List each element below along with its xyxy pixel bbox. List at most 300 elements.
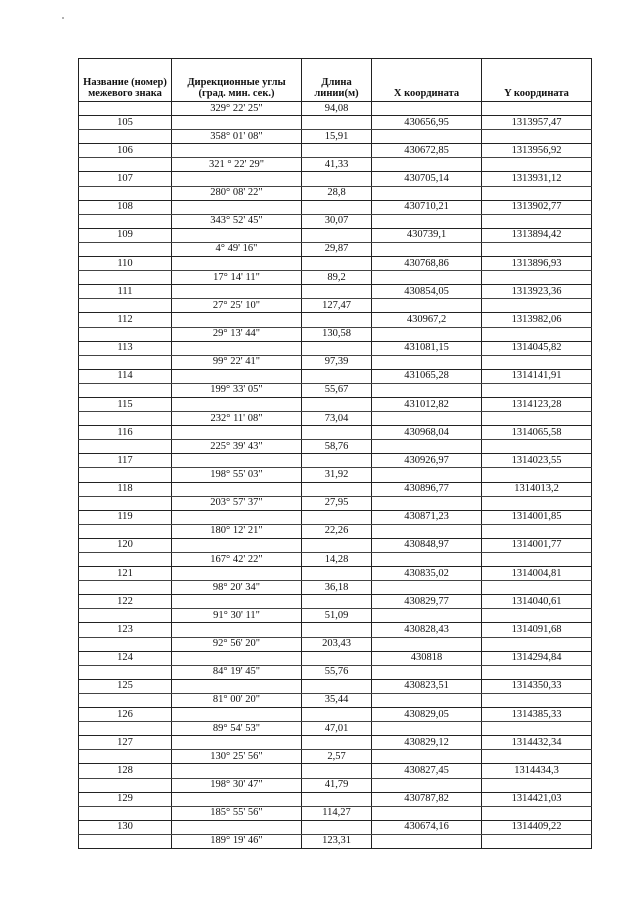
- table-row-point: [79, 228, 592, 242]
- cell-angle: [172, 538, 302, 552]
- table-row-segment: [79, 327, 592, 341]
- cell-length: 89,2: [302, 271, 372, 285]
- cell-angle: [172, 651, 302, 665]
- cell-angle: 203° 57' 37": [172, 496, 302, 510]
- cell-y: 1313902,77: [482, 200, 592, 214]
- cell-angle: 199° 33' 05": [172, 383, 302, 397]
- cell-length: 114,27: [302, 806, 372, 820]
- cell-x: 430768,86: [372, 257, 482, 271]
- cell-name: 108: [79, 200, 172, 214]
- cell-length: [302, 172, 372, 186]
- cell-x: 430827,45: [372, 764, 482, 778]
- cell-name: [79, 750, 172, 764]
- cell-angle: [172, 116, 302, 130]
- table-row-point: [79, 454, 592, 468]
- cell-length: 28,8: [302, 186, 372, 200]
- cell-name: [79, 468, 172, 482]
- cell-length: [302, 397, 372, 411]
- cell-length: 97,39: [302, 355, 372, 369]
- table-row-segment: [79, 468, 592, 482]
- cell-x: 430829,12: [372, 736, 482, 750]
- cell-angle: 89° 54' 53": [172, 722, 302, 736]
- cell-y: 1313956,92: [482, 144, 592, 158]
- cell-length: 36,18: [302, 581, 372, 595]
- cell-y: [482, 468, 592, 482]
- cell-name: [79, 383, 172, 397]
- cell-x: [372, 242, 482, 256]
- cell-y: [482, 750, 592, 764]
- cell-length: [302, 341, 372, 355]
- cell-angle: 81° 00' 20": [172, 693, 302, 707]
- table-row-segment: [79, 412, 592, 426]
- cell-angle: 29° 13' 44": [172, 327, 302, 341]
- cell-length: 51,09: [302, 609, 372, 623]
- cell-length: [302, 679, 372, 693]
- cell-angle: [172, 510, 302, 524]
- table-row-segment: [79, 750, 592, 764]
- table-row-segment: [79, 242, 592, 256]
- cell-y: 1314091,68: [482, 623, 592, 637]
- table-row-point: [79, 200, 592, 214]
- cell-name: [79, 130, 172, 144]
- cell-x: [372, 778, 482, 792]
- cell-angle: 91° 30' 11": [172, 609, 302, 623]
- cell-angle: 92° 56' 20": [172, 637, 302, 651]
- table-row-point: [79, 341, 592, 355]
- cell-name: 121: [79, 567, 172, 581]
- cell-x: 430672,85: [372, 144, 482, 158]
- table-row-segment: [79, 299, 592, 313]
- cell-y: 1313894,42: [482, 228, 592, 242]
- cell-x: 430968,04: [372, 426, 482, 440]
- cell-length: [302, 313, 372, 327]
- cell-x: 430896,77: [372, 482, 482, 496]
- cell-name: [79, 158, 172, 172]
- cell-x: 430926,97: [372, 454, 482, 468]
- table-row-point: [79, 116, 592, 130]
- table-row-segment: [79, 693, 592, 707]
- cell-length: 14,28: [302, 553, 372, 567]
- table-row-point: [79, 285, 592, 299]
- cell-x: [372, 102, 482, 116]
- cell-angle: 358° 01' 08": [172, 130, 302, 144]
- cell-length: [302, 285, 372, 299]
- cell-x: 430829,77: [372, 595, 482, 609]
- cell-angle: [172, 257, 302, 271]
- cell-angle: [172, 341, 302, 355]
- boundary-coordinates-table: [78, 58, 592, 849]
- cell-x: [372, 750, 482, 764]
- cell-length: [302, 116, 372, 130]
- cell-name: 130: [79, 820, 172, 834]
- cell-name: 112: [79, 313, 172, 327]
- cell-length: 41,79: [302, 778, 372, 792]
- cell-y: [482, 355, 592, 369]
- cell-name: [79, 834, 172, 848]
- cell-angle: 329° 22' 25": [172, 102, 302, 116]
- table-row-point: [79, 510, 592, 524]
- cell-angle: [172, 285, 302, 299]
- cell-name: 120: [79, 538, 172, 552]
- cell-name: [79, 271, 172, 285]
- cell-y: 1314385,33: [482, 708, 592, 722]
- cell-angle: [172, 200, 302, 214]
- cell-length: 30,07: [302, 214, 372, 228]
- cell-name: 124: [79, 651, 172, 665]
- cell-y: [482, 186, 592, 200]
- cell-angle: [172, 426, 302, 440]
- header-x: X координата: [372, 59, 482, 102]
- cell-x: [372, 130, 482, 144]
- cell-x: [372, 665, 482, 679]
- cell-x: [372, 524, 482, 538]
- cell-y: [482, 524, 592, 538]
- table-row-point: [79, 623, 592, 637]
- cell-angle: 280° 08' 22": [172, 186, 302, 200]
- cell-length: [302, 736, 372, 750]
- table-row-segment: [79, 609, 592, 623]
- cell-y: [482, 412, 592, 426]
- cell-x: 430829,05: [372, 708, 482, 722]
- header-angle: Дирекционные углы (град. мин. сек.): [172, 59, 302, 102]
- table-row-point: [79, 651, 592, 665]
- table-header-row: [79, 59, 592, 102]
- cell-angle: [172, 736, 302, 750]
- table-row-segment: [79, 130, 592, 144]
- table-row-segment: [79, 383, 592, 397]
- cell-y: [482, 327, 592, 341]
- cell-x: [372, 806, 482, 820]
- cell-name: [79, 327, 172, 341]
- cell-length: 31,92: [302, 468, 372, 482]
- cell-y: 1313982,06: [482, 313, 592, 327]
- cell-x: 430656,95: [372, 116, 482, 130]
- cell-x: 430835,02: [372, 567, 482, 581]
- cell-length: [302, 538, 372, 552]
- cell-angle: 130° 25' 56": [172, 750, 302, 764]
- cell-length: 29,87: [302, 242, 372, 256]
- scan-speck: [62, 17, 64, 19]
- table-body: [79, 102, 592, 849]
- table-row-segment: [79, 102, 592, 116]
- cell-length: 73,04: [302, 412, 372, 426]
- cell-y: [482, 214, 592, 228]
- cell-x: [372, 327, 482, 341]
- cell-length: 130,58: [302, 327, 372, 341]
- cell-length: [302, 651, 372, 665]
- cell-name: 105: [79, 116, 172, 130]
- cell-length: 58,76: [302, 440, 372, 454]
- cell-y: 1314123,28: [482, 397, 592, 411]
- cell-x: 430967,2: [372, 313, 482, 327]
- cell-length: [302, 595, 372, 609]
- cell-name: 109: [79, 228, 172, 242]
- cell-angle: [172, 228, 302, 242]
- cell-y: 1314023,55: [482, 454, 592, 468]
- table-row-segment: [79, 834, 592, 848]
- table-row-point: [79, 764, 592, 778]
- cell-y: [482, 581, 592, 595]
- cell-y: [482, 130, 592, 144]
- cell-angle: 180° 12' 21": [172, 524, 302, 538]
- table-row-segment: [79, 581, 592, 595]
- cell-y: 1314350,33: [482, 679, 592, 693]
- header-y: Y координата: [482, 59, 592, 102]
- cell-name: [79, 553, 172, 567]
- cell-angle: [172, 172, 302, 186]
- table-row-segment: [79, 355, 592, 369]
- cell-name: [79, 581, 172, 595]
- cell-name: [79, 355, 172, 369]
- cell-x: 430739,1: [372, 228, 482, 242]
- cell-y: [482, 806, 592, 820]
- cell-name: 122: [79, 595, 172, 609]
- cell-x: [372, 722, 482, 736]
- cell-y: 1314421,03: [482, 792, 592, 806]
- table-row-segment: [79, 665, 592, 679]
- cell-y: 1314409,22: [482, 820, 592, 834]
- table-row-point: [79, 397, 592, 411]
- cell-angle: [172, 454, 302, 468]
- cell-y: 1314065,58: [482, 426, 592, 440]
- cell-length: [302, 764, 372, 778]
- cell-name: 116: [79, 426, 172, 440]
- cell-length: [302, 144, 372, 158]
- cell-angle: 185° 55' 56": [172, 806, 302, 820]
- cell-name: 123: [79, 623, 172, 637]
- cell-x: 430818: [372, 651, 482, 665]
- table-row-point: [79, 313, 592, 327]
- cell-angle: 343° 52' 45": [172, 214, 302, 228]
- cell-x: 431065,28: [372, 369, 482, 383]
- table-row-point: [79, 792, 592, 806]
- table-row-point: [79, 482, 592, 496]
- cell-length: 55,67: [302, 383, 372, 397]
- cell-name: [79, 496, 172, 510]
- cell-angle: 198° 30' 47": [172, 778, 302, 792]
- cell-name: [79, 637, 172, 651]
- cell-y: 1314040,61: [482, 595, 592, 609]
- cell-name: 125: [79, 679, 172, 693]
- cell-x: 430787,82: [372, 792, 482, 806]
- cell-y: [482, 496, 592, 510]
- cell-y: 1314432,34: [482, 736, 592, 750]
- cell-name: [79, 214, 172, 228]
- cell-name: [79, 242, 172, 256]
- cell-angle: 321 ° 22' 29": [172, 158, 302, 172]
- cell-name: [79, 778, 172, 792]
- cell-angle: [172, 820, 302, 834]
- cell-name: 110: [79, 257, 172, 271]
- table-row-segment: [79, 637, 592, 651]
- cell-x: [372, 609, 482, 623]
- table-row-point: [79, 172, 592, 186]
- table-row-point: [79, 257, 592, 271]
- cell-length: [302, 510, 372, 524]
- cell-x: 430823,51: [372, 679, 482, 693]
- cell-angle: [172, 764, 302, 778]
- cell-angle: 4° 49' 16": [172, 242, 302, 256]
- cell-angle: [172, 623, 302, 637]
- table-row-segment: [79, 271, 592, 285]
- cell-length: 55,76: [302, 665, 372, 679]
- header-length: Длина линии(м): [302, 59, 372, 102]
- cell-length: [302, 482, 372, 496]
- cell-x: [372, 214, 482, 228]
- cell-angle: 225° 39' 43": [172, 440, 302, 454]
- table-row-segment: [79, 806, 592, 820]
- cell-x: [372, 834, 482, 848]
- cell-angle: 99° 22' 41": [172, 355, 302, 369]
- cell-name: 113: [79, 341, 172, 355]
- cell-angle: 232° 11' 08": [172, 412, 302, 426]
- cell-name: 115: [79, 397, 172, 411]
- cell-name: [79, 412, 172, 426]
- cell-x: [372, 186, 482, 200]
- cell-angle: [172, 708, 302, 722]
- cell-angle: 84° 19' 45": [172, 665, 302, 679]
- cell-name: 118: [79, 482, 172, 496]
- cell-angle: 17° 14' 11": [172, 271, 302, 285]
- cell-name: [79, 102, 172, 116]
- cell-angle: [172, 792, 302, 806]
- table-row-segment: [79, 778, 592, 792]
- cell-name: 106: [79, 144, 172, 158]
- table-row-segment: [79, 722, 592, 736]
- table-row-point: [79, 736, 592, 750]
- cell-y: [482, 637, 592, 651]
- cell-length: [302, 623, 372, 637]
- table-row-point: [79, 708, 592, 722]
- cell-y: [482, 722, 592, 736]
- cell-angle: 98° 20' 34": [172, 581, 302, 595]
- header-name: Название (номер) межевого знака: [79, 59, 172, 102]
- cell-angle: [172, 369, 302, 383]
- cell-length: 27,95: [302, 496, 372, 510]
- cell-x: 430710,21: [372, 200, 482, 214]
- table-row-point: [79, 679, 592, 693]
- cell-y: 1313896,93: [482, 257, 592, 271]
- cell-x: [372, 581, 482, 595]
- cell-x: [372, 637, 482, 651]
- cell-length: [302, 792, 372, 806]
- table-row-point: [79, 426, 592, 440]
- cell-length: [302, 454, 372, 468]
- table-row-segment: [79, 158, 592, 172]
- cell-y: 1314013,2: [482, 482, 592, 496]
- cell-y: [482, 553, 592, 567]
- cell-y: 1314434,3: [482, 764, 592, 778]
- cell-angle: 167° 42' 22": [172, 553, 302, 567]
- table-row-point: [79, 595, 592, 609]
- cell-length: 94,08: [302, 102, 372, 116]
- cell-angle: [172, 679, 302, 693]
- table-row-segment: [79, 524, 592, 538]
- cell-length: 22,26: [302, 524, 372, 538]
- cell-x: 430828,43: [372, 623, 482, 637]
- cell-y: 1314045,82: [482, 341, 592, 355]
- cell-x: 431081,15: [372, 341, 482, 355]
- cell-y: [482, 158, 592, 172]
- table-row-point: [79, 538, 592, 552]
- cell-name: [79, 186, 172, 200]
- cell-name: 128: [79, 764, 172, 778]
- cell-angle: [172, 313, 302, 327]
- cell-length: 41,33: [302, 158, 372, 172]
- cell-y: 1313957,47: [482, 116, 592, 130]
- cell-name: 127: [79, 736, 172, 750]
- cell-length: 127,47: [302, 299, 372, 313]
- cell-length: 47,01: [302, 722, 372, 736]
- cell-y: 1313931,12: [482, 172, 592, 186]
- cell-x: 431012,82: [372, 397, 482, 411]
- cell-y: [482, 383, 592, 397]
- cell-length: [302, 426, 372, 440]
- cell-name: [79, 299, 172, 313]
- cell-angle: [172, 482, 302, 496]
- cell-length: 15,91: [302, 130, 372, 144]
- cell-length: [302, 200, 372, 214]
- cell-name: [79, 524, 172, 538]
- cell-x: 430848,97: [372, 538, 482, 552]
- cell-length: 203,43: [302, 637, 372, 651]
- cell-y: [482, 665, 592, 679]
- cell-length: 35,44: [302, 693, 372, 707]
- cell-name: [79, 665, 172, 679]
- cell-x: [372, 693, 482, 707]
- table-row-segment: [79, 214, 592, 228]
- cell-y: [482, 102, 592, 116]
- cell-x: [372, 158, 482, 172]
- cell-name: 119: [79, 510, 172, 524]
- table-row-point: [79, 567, 592, 581]
- cell-name: 111: [79, 285, 172, 299]
- cell-x: [372, 468, 482, 482]
- cell-name: 126: [79, 708, 172, 722]
- table-row-point: [79, 820, 592, 834]
- cell-x: [372, 440, 482, 454]
- cell-length: [302, 567, 372, 581]
- cell-name: 117: [79, 454, 172, 468]
- cell-y: 1314001,77: [482, 538, 592, 552]
- cell-name: 107: [79, 172, 172, 186]
- cell-y: [482, 834, 592, 848]
- cell-angle: 189° 19' 46": [172, 834, 302, 848]
- table-row-point: [79, 144, 592, 158]
- cell-length: [302, 228, 372, 242]
- cell-angle: [172, 144, 302, 158]
- cell-name: 114: [79, 369, 172, 383]
- cell-x: [372, 553, 482, 567]
- cell-y: 1314141,91: [482, 369, 592, 383]
- cell-y: [482, 440, 592, 454]
- cell-y: 1314294,84: [482, 651, 592, 665]
- cell-x: [372, 355, 482, 369]
- cell-x: 430871,23: [372, 510, 482, 524]
- cell-angle: [172, 595, 302, 609]
- cell-name: [79, 440, 172, 454]
- cell-angle: [172, 397, 302, 411]
- table-row-segment: [79, 440, 592, 454]
- cell-name: 129: [79, 792, 172, 806]
- cell-y: [482, 242, 592, 256]
- cell-name: [79, 722, 172, 736]
- cell-name: [79, 609, 172, 623]
- cell-x: 430854,05: [372, 285, 482, 299]
- cell-y: [482, 271, 592, 285]
- cell-x: [372, 271, 482, 285]
- table-row-segment: [79, 553, 592, 567]
